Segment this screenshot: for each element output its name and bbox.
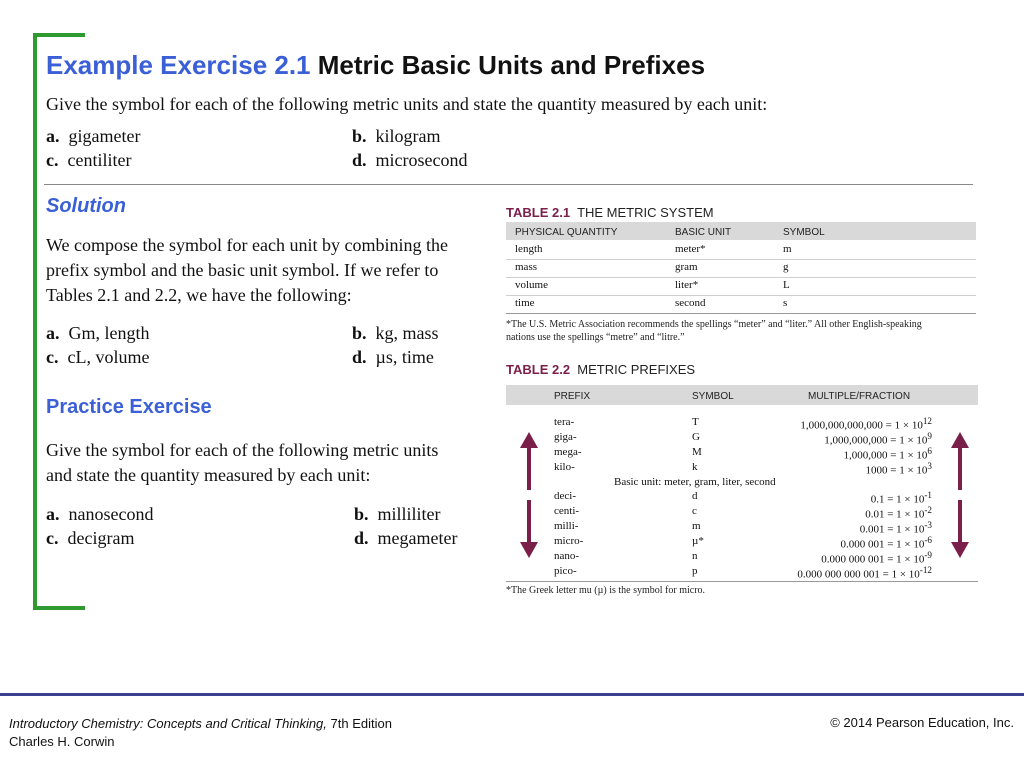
table-row: mass gram g <box>506 259 976 278</box>
prefix-value: 0.000 000 $001 = 1 \times 10^{-9}$ <box>821 550 932 566</box>
prefix-row: milli- <box>554 520 579 532</box>
practice-item-a: a. nanosecond <box>46 504 154 524</box>
prefix-row: nano- <box>554 550 580 562</box>
solution-heading: Solution <box>46 195 126 217</box>
table-row: volume liter* L <box>506 277 976 296</box>
copyright: © 2014 Pearson Education, Inc. <box>830 715 1014 730</box>
table1-title: TABLE 2.1 THE METRIC SYSTEM <box>506 205 714 220</box>
prefix-symbol: p <box>692 565 698 577</box>
prefix-value: $1,000,000,000,000 = 1 \times 10^{12}$ <box>800 416 932 432</box>
question-item-b: b. kilogram <box>352 126 441 146</box>
solution-item-a: a. Gm, length <box>46 323 150 343</box>
question-item-c: c. centiliter <box>46 150 132 170</box>
page-title <box>46 50 705 81</box>
prefix-row: giga- <box>554 431 577 443</box>
table2-footnote: *The Greek letter mu (µ) is the symbol for micro. <box>506 585 706 596</box>
prefix-symbol: k <box>692 461 698 473</box>
prefix-value: $1,000,000,000 = 1 \times 10^9$ <box>824 431 932 447</box>
arrow-up-icon <box>950 432 970 490</box>
prefix-value: $0.001 = 1 \times 10^{-3}$ <box>859 520 932 536</box>
practice-heading: Practice Exercise <box>46 396 212 418</box>
prefix-symbol: m <box>692 520 701 532</box>
arrow-down-icon <box>950 500 970 558</box>
practice-item-b: b. milliliter <box>354 504 441 524</box>
table-row: length meter* m <box>506 241 976 260</box>
prefix-row: mega- <box>554 446 582 458</box>
table2-title: TABLE 2.2 METRIC PREFIXES <box>506 362 696 377</box>
prefix-row: pico- <box>554 565 577 577</box>
question-item-a: a. gigameter <box>46 126 141 146</box>
edition: 7th Edition <box>326 716 392 731</box>
prefix-row: tera- <box>554 416 575 428</box>
title-main: Metric Basic Units and Prefixes <box>317 50 706 80</box>
prefix-value: $0.01 = 1 \times 10^{-2}$ <box>865 505 932 521</box>
table-row: time second s <box>506 295 976 314</box>
solution-item-c: c. cL, volume <box>46 347 150 367</box>
table2-header: PREFIX SYMBOL MULTIPLE/FRACTION <box>506 385 978 405</box>
prefix-row: kilo- <box>554 461 575 473</box>
prefix-row: deci- <box>554 490 576 502</box>
arrow-down-icon <box>519 500 539 558</box>
prefix-value: $1,000,000 = 1 \times 10^6$ <box>843 446 932 462</box>
table1-footnote: *The U.S. Metric Association recommends the spellings “meter” and “liter.” All other English-speaking nations use the spellings “metre” and “litre.” <box>506 319 922 343</box>
prefix-symbol: M <box>692 446 702 458</box>
title-prefix: Example Exercise 2.1 <box>46 50 311 80</box>
table2-bottom-rule <box>506 581 978 582</box>
author: Charles H. Corwin <box>9 734 115 749</box>
footer-divider <box>0 693 1024 696</box>
basic-unit-row: Basic unit: meter, gram, liter, second <box>614 476 776 488</box>
prefix-row: micro- <box>554 535 584 547</box>
question-item-d: d. microsecond <box>352 150 468 170</box>
table1-header: PHYSICAL QUANTITY BASIC UNIT SYMBOL <box>506 222 976 240</box>
prefix-value: 0.000 000 000 $001 = 1 \times 10^{-12}$ <box>797 565 932 581</box>
practice-item-d: d. megameter <box>354 528 458 548</box>
prefix-value: $1000 = 1 \times 10^3$ <box>865 461 932 477</box>
solution-item-b: b. kg, mass <box>352 323 439 343</box>
solution-item-d: d. µs, time <box>352 347 434 367</box>
prefix-symbol: G <box>692 431 700 443</box>
prefix-symbol: n <box>692 550 698 562</box>
prefix-symbol: d <box>692 490 698 502</box>
solution-paragraph: We compose the symbol for each unit by combining the prefix symbol and the basic unit symbol. If we refer to Tables 2.1 and 2.2, we have the following: <box>46 235 448 305</box>
practice-paragraph: Give the symbol for each of the following metric units and state the quantity measured by each unit: <box>46 440 439 485</box>
divider <box>44 184 973 185</box>
prefix-symbol: µ* <box>692 535 704 547</box>
arrow-up-icon <box>519 432 539 490</box>
prefix-value: 0.000 $001 = 1 \times 10^{-6}$ <box>840 535 932 551</box>
question-prompt: Give the symbol for each of the following metric units and state the quantity measured by each unit: <box>46 94 768 114</box>
footer-citation <box>9 715 392 751</box>
prefix-value: $0.1 = 1 \times 10^{-1}$ <box>870 490 932 506</box>
prefix-row: centi- <box>554 505 580 517</box>
practice-item-c: c. decigram <box>46 528 135 548</box>
prefix-symbol: T <box>692 416 699 428</box>
prefix-symbol: c <box>692 505 697 517</box>
book-title: Introductory Chemistry: Concepts and Critical Thinking, <box>9 716 327 731</box>
